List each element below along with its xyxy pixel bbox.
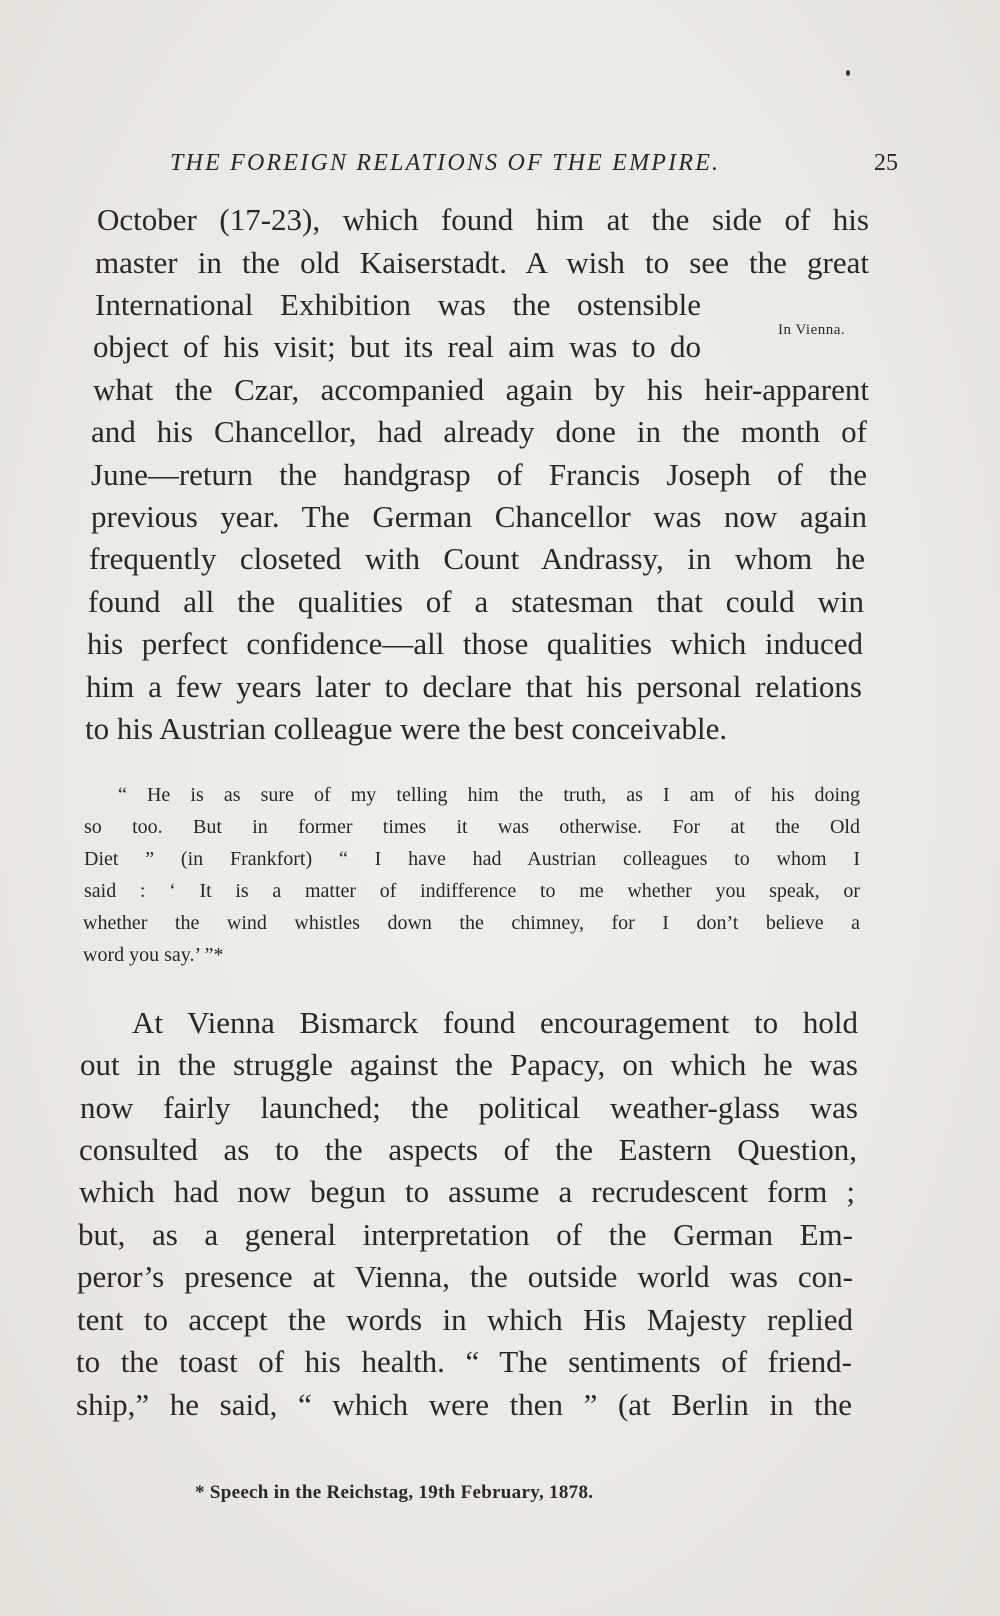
text-line: October (17-23), which found him at the side of his: [97, 202, 869, 237]
footnote: * Speech in the Reichstag, 19th February, 1878.: [195, 1482, 594, 1503]
quote-line: so too. But in former times it was otherwise. For at the Old: [84, 816, 860, 838]
text-line: out in the struggle against the Papacy, on which he was: [80, 1047, 858, 1082]
text-line: to his Austrian colleague were the best conceivable.: [85, 711, 728, 746]
page-header: [170, 146, 898, 182]
text-line: June—return the handgrasp of Francis Joseph of the: [91, 457, 867, 492]
quote-line: Diet ” (in Frankfort) “ I have had Austrian colleagues to whom I: [84, 848, 860, 870]
text-line: found all the qualities of a statesman that could win: [88, 584, 864, 619]
quote-line: said : ‘ It is a matter of indifference to me whether you speak, or: [84, 880, 860, 902]
text-line: tent to accept the words in which His Majesty replied: [77, 1302, 853, 1337]
text-line: frequently closeted with Count Andrassy, in whom he: [89, 541, 865, 576]
text-line: his perfect confidence—all those qualities which induced: [87, 626, 863, 661]
text-line: International Exhibition was the ostensible: [95, 287, 701, 322]
text-line: him a few years later to declare that his personal relations: [86, 669, 862, 704]
margin-note: In Vienna.: [778, 322, 846, 338]
text-line: which had now begun to assume a recrudescent form ;: [79, 1174, 855, 1209]
text-line: consulted as to the aspects of the Eastern Question,: [79, 1132, 857, 1167]
text-line: object of his visit; but its real aim was to do: [93, 329, 701, 364]
page-number: 25: [874, 150, 898, 176]
text-line: to the toast of his health. “ The sentiments of friend-: [76, 1344, 852, 1379]
quote-line: “ He is as sure of my telling him the truth, as I am of his doing: [118, 784, 860, 806]
text-line: previous year. The German Chancellor was now again: [91, 499, 867, 534]
running-title: THE FOREIGN RELATIONS OF THE EMPIRE.: [170, 150, 721, 176]
text-line: At Vienna Bismarck found encouragement to hold: [132, 1005, 858, 1040]
text-line: now fairly launched; the political weather-glass was: [80, 1090, 858, 1125]
quote-line: word you say.’ ”*: [83, 944, 224, 966]
quote-line: whether the wind whistles down the chimney, for I don’t believe a: [83, 912, 860, 934]
text-line: master in the old Kaiserstadt. A wish to see the great: [95, 245, 869, 280]
ink-speck: [846, 70, 850, 76]
text-line: ship,” he said, “ which were then ” (at Berlin in the: [76, 1387, 852, 1422]
text-line: what the Czar, accompanied again by his heir-apparent: [93, 372, 869, 407]
text-line: but, as a general interpretation of the German Em-: [78, 1217, 853, 1252]
text-line: and his Chancellor, had already done in the month of: [91, 414, 867, 449]
text-line: peror’s presence at Vienna, the outside world was con-: [77, 1259, 853, 1294]
